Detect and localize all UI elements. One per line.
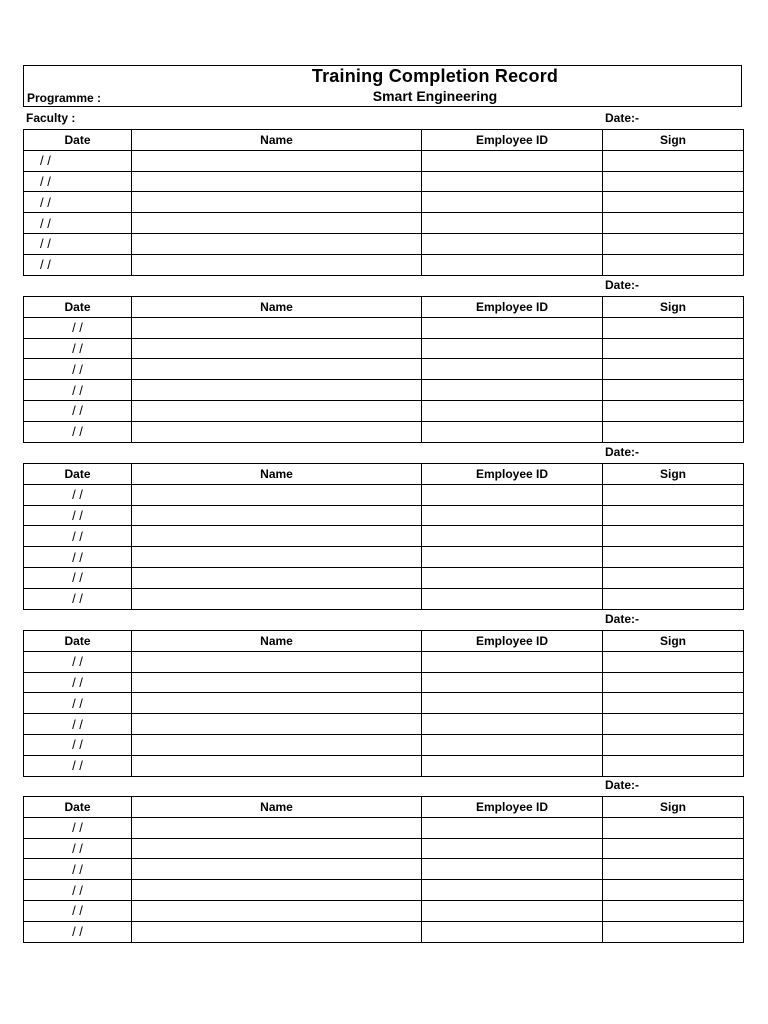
name-cell[interactable] (132, 693, 422, 714)
employee-id-cell[interactable] (422, 505, 603, 526)
name-cell[interactable] (132, 233, 422, 254)
table-row (24, 150, 744, 171)
table-row (24, 755, 744, 776)
table-row (24, 567, 744, 588)
name-cell[interactable] (132, 359, 422, 380)
date-cell[interactable]: / / (24, 192, 132, 213)
name-cell[interactable] (132, 880, 422, 901)
sign-cell[interactable] (603, 672, 744, 693)
column-header: Sign (603, 631, 744, 652)
name-cell[interactable] (132, 526, 422, 547)
table-row (24, 838, 744, 859)
date-label: Date:- (605, 445, 640, 459)
date-cell[interactable]: / / (24, 213, 132, 234)
employee-id-cell[interactable] (422, 693, 603, 714)
table-header-row (24, 297, 744, 318)
table-row (24, 338, 744, 359)
sign-cell[interactable] (603, 192, 744, 213)
table-header-row (24, 631, 744, 652)
date-cell[interactable]: / / (24, 755, 132, 776)
employee-id-cell[interactable] (422, 838, 603, 859)
column-header: Date (24, 297, 132, 318)
date-cell[interactable]: / / (24, 859, 132, 880)
sign-cell[interactable] (603, 317, 744, 338)
table-row (24, 421, 744, 442)
employee-id-cell[interactable] (422, 171, 603, 192)
column-header: Sign (603, 797, 744, 818)
date-cell[interactable]: / / (24, 921, 132, 942)
name-cell[interactable] (132, 651, 422, 672)
sign-cell[interactable] (603, 421, 744, 442)
name-cell[interactable] (132, 213, 422, 234)
faculty-label: Faculty : (26, 111, 76, 125)
table-row (24, 921, 744, 942)
record-table (23, 296, 744, 443)
sign-cell[interactable] (603, 755, 744, 776)
column-header: Name (132, 631, 422, 652)
date-cell[interactable]: / / (24, 484, 132, 505)
employee-id-cell[interactable] (422, 380, 603, 401)
date-cell[interactable]: / / (24, 567, 132, 588)
column-header: Employee ID (422, 631, 603, 652)
date-cell[interactable]: / / (24, 233, 132, 254)
date-cell[interactable]: / / (24, 421, 132, 442)
date-cell[interactable]: / / (24, 838, 132, 859)
record-table (23, 630, 744, 777)
name-cell[interactable] (132, 150, 422, 171)
column-header: Name (132, 464, 422, 485)
date-cell[interactable]: / / (24, 359, 132, 380)
name-cell[interactable] (132, 380, 422, 401)
date-cell[interactable]: / / (24, 505, 132, 526)
date-cell[interactable]: / / (24, 734, 132, 755)
name-cell[interactable] (132, 338, 422, 359)
sign-cell[interactable] (603, 651, 744, 672)
employee-id-cell[interactable] (422, 213, 603, 234)
sign-cell[interactable] (603, 859, 744, 880)
employee-id-cell[interactable] (422, 672, 603, 693)
column-header: Employee ID (422, 130, 603, 151)
table-row (24, 734, 744, 755)
employee-id-cell[interactable] (422, 547, 603, 568)
column-header: Date (24, 631, 132, 652)
employee-id-cell[interactable] (422, 900, 603, 921)
table-row (24, 233, 744, 254)
employee-id-cell[interactable] (422, 359, 603, 380)
column-header: Name (132, 297, 422, 318)
name-cell[interactable] (132, 588, 422, 609)
employee-id-cell[interactable] (422, 567, 603, 588)
employee-id-cell[interactable] (422, 526, 603, 547)
employee-id-cell[interactable] (422, 484, 603, 505)
date-cell[interactable]: / / (24, 400, 132, 421)
page-subtitle: Smart Engineering (372, 88, 498, 104)
name-cell[interactable] (132, 900, 422, 921)
name-cell[interactable] (132, 254, 422, 275)
table-row (24, 505, 744, 526)
header-box (23, 65, 742, 107)
date-cell[interactable]: / / (24, 254, 132, 275)
column-header: Date (24, 464, 132, 485)
name-cell[interactable] (132, 484, 422, 505)
employee-id-cell[interactable] (422, 192, 603, 213)
column-header: Sign (603, 464, 744, 485)
sign-cell[interactable] (603, 380, 744, 401)
date-cell[interactable]: / / (24, 651, 132, 672)
employee-id-cell[interactable] (422, 859, 603, 880)
employee-id-cell[interactable] (422, 400, 603, 421)
table-row (24, 714, 744, 735)
date-cell[interactable]: / / (24, 880, 132, 901)
name-cell[interactable] (132, 171, 422, 192)
table-row (24, 380, 744, 401)
employee-id-cell[interactable] (422, 421, 603, 442)
employee-id-cell[interactable] (422, 817, 603, 838)
table-row (24, 526, 744, 547)
sign-cell[interactable] (603, 588, 744, 609)
table-row (24, 171, 744, 192)
name-cell[interactable] (132, 672, 422, 693)
table-row (24, 192, 744, 213)
date-cell[interactable]: / / (24, 526, 132, 547)
table-row (24, 859, 744, 880)
date-cell[interactable]: / / (24, 380, 132, 401)
table-row (24, 254, 744, 275)
employee-id-cell[interactable] (422, 317, 603, 338)
date-cell[interactable]: / / (24, 693, 132, 714)
employee-id-cell[interactable] (422, 233, 603, 254)
date-cell[interactable]: / / (24, 672, 132, 693)
programme-label: Programme : (27, 91, 102, 105)
sign-cell[interactable] (603, 900, 744, 921)
date-cell[interactable]: / / (24, 588, 132, 609)
date-cell[interactable]: / / (24, 317, 132, 338)
column-header: Employee ID (422, 797, 603, 818)
date-label: Date:- (605, 612, 640, 626)
table-row (24, 900, 744, 921)
sign-cell[interactable] (603, 693, 744, 714)
employee-id-cell[interactable] (422, 880, 603, 901)
sign-cell[interactable] (603, 547, 744, 568)
table-header-row (24, 130, 744, 151)
name-cell[interactable] (132, 567, 422, 588)
table-row (24, 672, 744, 693)
sign-cell[interactable] (603, 838, 744, 859)
sign-cell[interactable] (603, 880, 744, 901)
sign-cell[interactable] (603, 505, 744, 526)
date-cell[interactable]: / / (24, 900, 132, 921)
date-cell[interactable]: / / (24, 714, 132, 735)
sign-cell[interactable] (603, 714, 744, 735)
name-cell[interactable] (132, 838, 422, 859)
table-row (24, 693, 744, 714)
employee-id-cell[interactable] (422, 150, 603, 171)
name-cell[interactable] (132, 714, 422, 735)
sign-cell[interactable] (603, 171, 744, 192)
column-header: Date (24, 797, 132, 818)
table-header-row (24, 464, 744, 485)
date-cell[interactable]: / / (24, 547, 132, 568)
name-cell[interactable] (132, 547, 422, 568)
sign-cell[interactable] (603, 400, 744, 421)
name-cell[interactable] (132, 859, 422, 880)
name-cell[interactable] (132, 817, 422, 838)
name-cell[interactable] (132, 192, 422, 213)
table-row (24, 484, 744, 505)
date-cell[interactable]: / / (24, 338, 132, 359)
table-row (24, 317, 744, 338)
column-header: Sign (603, 297, 744, 318)
sign-cell[interactable] (603, 213, 744, 234)
sign-cell[interactable] (603, 567, 744, 588)
employee-id-cell[interactable] (422, 588, 603, 609)
sign-cell[interactable] (603, 921, 744, 942)
sign-cell[interactable] (603, 484, 744, 505)
employee-id-cell[interactable] (422, 921, 603, 942)
column-header: Employee ID (422, 464, 603, 485)
sign-cell[interactable] (603, 233, 744, 254)
employee-id-cell[interactable] (422, 755, 603, 776)
name-cell[interactable] (132, 317, 422, 338)
table-row (24, 359, 744, 380)
table-header-row (24, 797, 744, 818)
column-header: Name (132, 797, 422, 818)
name-cell[interactable] (132, 734, 422, 755)
employee-id-cell[interactable] (422, 254, 603, 275)
date-cell[interactable]: / / (24, 150, 132, 171)
name-cell[interactable] (132, 421, 422, 442)
employee-id-cell[interactable] (422, 338, 603, 359)
column-header: Sign (603, 130, 744, 151)
sign-cell[interactable] (603, 359, 744, 380)
sign-cell[interactable] (603, 526, 744, 547)
employee-id-cell[interactable] (422, 714, 603, 735)
table-row (24, 213, 744, 234)
page-title: Training Completion Record (311, 66, 559, 86)
table-row (24, 400, 744, 421)
column-header: Name (132, 130, 422, 151)
table-row (24, 817, 744, 838)
sign-cell[interactable] (603, 338, 744, 359)
record-table (23, 796, 744, 943)
date-cell[interactable]: / / (24, 171, 132, 192)
table-row (24, 651, 744, 672)
name-cell[interactable] (132, 755, 422, 776)
name-cell[interactable] (132, 505, 422, 526)
date-label: Date:- (605, 111, 640, 125)
date-label: Date:- (605, 278, 640, 292)
name-cell[interactable] (132, 400, 422, 421)
table-row (24, 547, 744, 568)
date-cell[interactable]: / / (24, 817, 132, 838)
sign-cell[interactable] (603, 734, 744, 755)
name-cell[interactable] (132, 921, 422, 942)
employee-id-cell[interactable] (422, 651, 603, 672)
sign-cell[interactable] (603, 817, 744, 838)
record-table (23, 129, 744, 276)
table-row (24, 588, 744, 609)
date-label: Date:- (605, 778, 640, 792)
sign-cell[interactable] (603, 150, 744, 171)
table-row (24, 880, 744, 901)
sign-cell[interactable] (603, 254, 744, 275)
column-header: Date (24, 130, 132, 151)
record-table (23, 463, 744, 610)
column-header: Employee ID (422, 297, 603, 318)
employee-id-cell[interactable] (422, 734, 603, 755)
